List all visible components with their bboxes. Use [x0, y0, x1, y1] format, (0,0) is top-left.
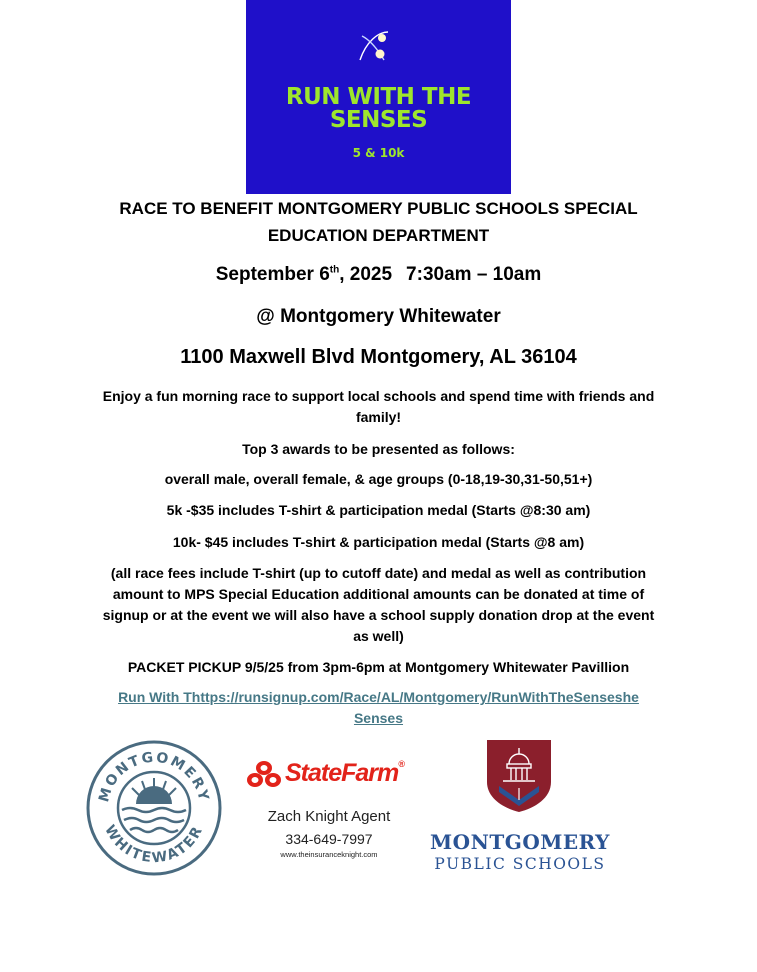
registration-link-line1[interactable]: Run With Thttps://runsignup.com/Race/AL/Montgomery/RunWithTheSenseshe [118, 689, 639, 705]
statefarm-registered: ® [398, 759, 404, 769]
event-banner [246, 0, 511, 194]
date-year: , 2025 [339, 264, 393, 285]
whitewater-emblem-icon [86, 740, 222, 876]
intro-line2: family! [355, 409, 402, 425]
svg-text:WHITEWATER: WHITEWATER [101, 822, 207, 867]
intro-line1: Enjoy a fun morning race to support local schools and spend time with friends and [102, 388, 655, 404]
svg-text:MONTGOMERY: MONTGOMERY [96, 749, 212, 804]
packet-pickup: PACKET PICKUP 9/5/25 from 3pm-6pm at Montgomery Whitewater Pavillion [127, 659, 630, 675]
statefarm-website: www.theinsuranceknight.com [280, 850, 378, 859]
date-ordinal: th [329, 264, 340, 276]
note-line2: amount to MPS Special Education additional amounts can be donated at time of [112, 586, 645, 602]
date-month-day: September 6 [215, 264, 330, 285]
note-line4: as well) [353, 628, 404, 644]
note-line3: signup or at the event we will also have a school supply donation drop at the event [102, 607, 655, 623]
address: 1100 Maxwell Blvd Montgomery, AL 36104 [180, 346, 577, 368]
statefarm-brand [285, 759, 404, 788]
mps-name-line2: PUBLIC SCHOOLS [434, 855, 606, 873]
event-time: 7:30am – 10am [406, 264, 542, 285]
statefarm-agent: Zach Knight Agent [267, 808, 391, 825]
registration-link[interactable] [0, 687, 757, 729]
fees-note [0, 563, 757, 647]
race-heading [0, 195, 757, 249]
senses-logo-icon [356, 28, 392, 64]
intro-text [0, 386, 757, 428]
awards-heading: Top 3 awards to be presented as follows: [242, 441, 515, 457]
race-heading-line2: EDUCATION DEPARTMENT [267, 226, 490, 245]
venue: @ Montgomery Whitewater [256, 306, 501, 327]
banner-title-line1: RUN WITH THE [285, 84, 472, 110]
whitewater-logo [86, 740, 222, 876]
banner-subtitle: 5 & 10k [352, 146, 405, 160]
awards-groups: overall male, overall female, & age groups (0-18,19-30,31-50,51+) [164, 471, 593, 487]
statefarm-phone: 334-649-7997 [285, 831, 373, 847]
fee-10k: 10k- $45 includes T-shirt & participation medal (Starts @8 am) [172, 534, 585, 550]
registration-link-line2[interactable]: Senses [353, 710, 404, 726]
mps-logo [430, 738, 610, 878]
event-date [0, 264, 757, 286]
mps-shield-icon [485, 738, 553, 814]
banner-title-line2: SENSES [329, 107, 428, 133]
statefarm-logo [243, 754, 423, 864]
statefarm-brand-text: StateFarm [285, 759, 399, 787]
statefarm-ovals-icon [245, 760, 283, 788]
mps-name-line1: MONTGOMERY [430, 830, 610, 854]
race-heading-line1: RACE TO BENEFIT MONTGOMERY PUBLIC SCHOOLS SPECIAL [119, 199, 638, 218]
note-line1: (all race fees include T-shirt (up to cutoff date) and medal as well as contribution [110, 565, 647, 581]
fee-5k: 5k -$35 includes T-shirt & participation medal (Starts @8:30 am) [166, 502, 591, 518]
